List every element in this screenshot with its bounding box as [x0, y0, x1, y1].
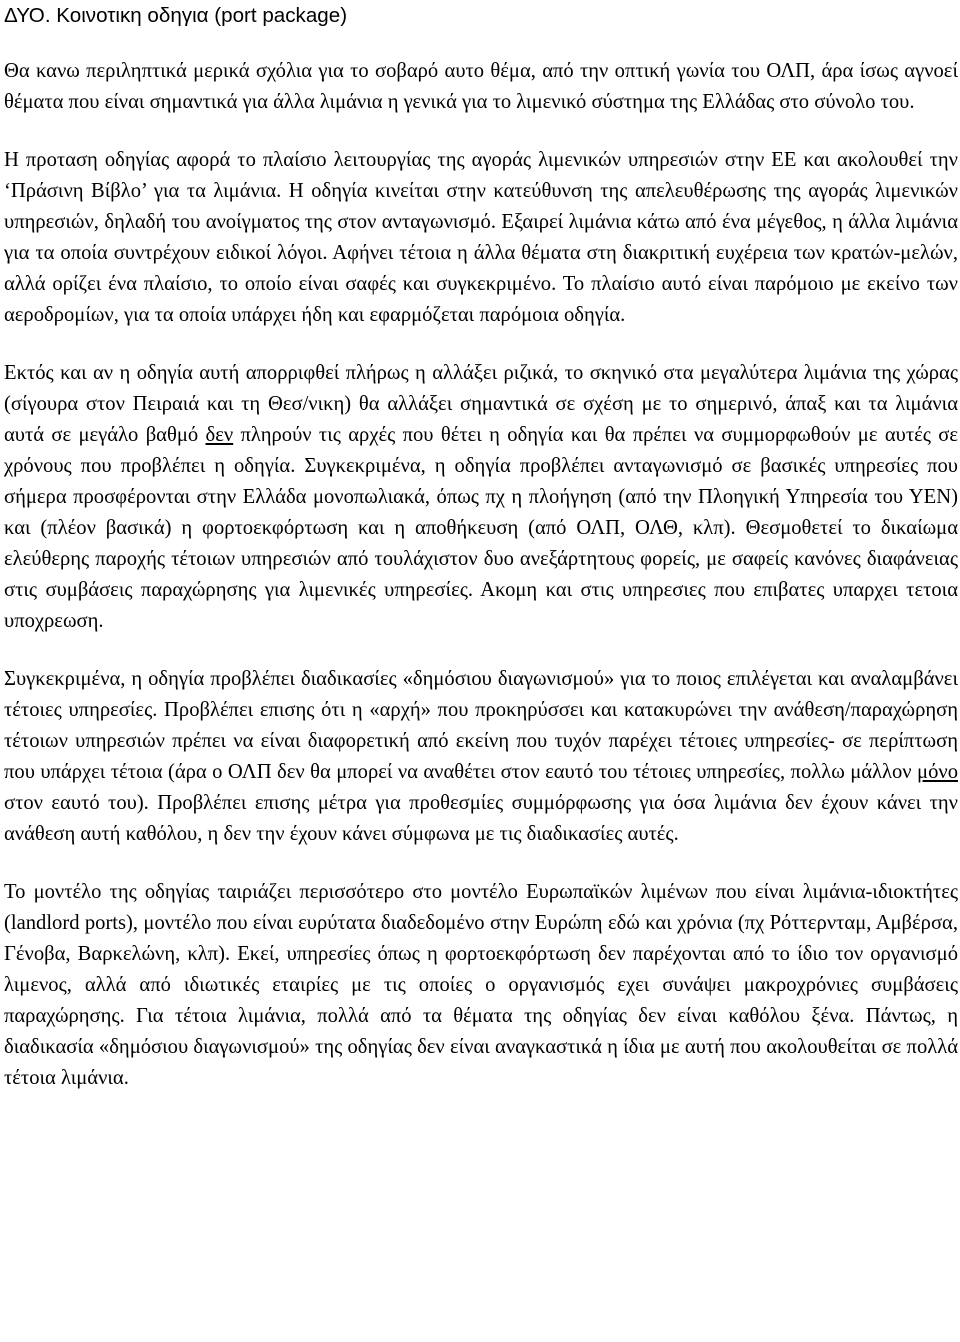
paragraph-text: Συγκεκριμένα, η οδηγία προβλέπει διαδικασίες «δημόσιου διαγωνισμού» για το ποιος επιλέγεται και αναλαμβάνει τέτοιες υπηρεσίες. Προβλέπει επισης ότι η «αρχή» που προκηρύσσει και κατακυρώνει την ανάθεση/παραχώρηση τέτοιων υπηρεσιών πρέπει να είναι διαφορετική από εκείνη που τυχόν παρέχει τέτοιες υπηρεσίες- σε περίπτωση που υπάρχει τέτοια (άρα ο ΟΛΠ δεν θα μπορεί να αναθέτει στον εαυτό του τέτοιες υπηρεσίες, πολλω μάλλον [4, 668, 958, 783]
paragraph-text: Το μοντέλο της οδηγίας ταιριάζει περισσότερο στο μοντέλο Ευρωπαϊκών λιμένων που είναι λιμάνια-ιδιοκτήτες (landlord ports), μοντέλο που είναι ευρύτατα διαδεδομένο στην Ευρώπη εδώ και χρόνια (πχ Ρόττερνταμ, Αμβέρσα, Γένοβα, Βαρκελώνη, κλπ). Εκεί, υπηρεσίες όπως η φορτοεκφόρτωση δεν παρέχονται από το ίδιο τον οργανισμό λιμενος, αλλά από ιδιωτικές εταιρίες με τις οποίες ο οργανισμός εχει συνάψει μακροχρόνιες συμβάσεις παραχώρησης. Για τέτοια λιμάνια, πολλά από τα θέματα της οδηγίας δεν είναι καθόλου ξένα. Πάντως, η διαδικασία «δημόσιου διαγωνισμού» της οδηγίας δεν είναι αναγκαστικά η ίδια με αυτή που ακολουθείται σε πολλά τέτοια λιμάνια. [4, 881, 958, 1089]
paragraph-text: πληρούν τις αρχές που θέτει η οδηγία και θα πρέπει να συμμορφωθούν με αυτές σε χρόνους που προβλέπει η οδηγία. Συγκεκριμένα, η οδηγία προβλέπει ανταγωνισμό σε βασικές υπηρεσίες που σήμερα προσφέρονται στην Ελλάδα μονοπωλιακά, όπως πχ η πλοήγηση (από την Πλοηγική Υπηρεσία του ΥΕΝ) και (πλέον βασικά) η φορτοεκφόρτωση και η αποθήκευση (από ΟΛΠ, ΟΛΘ, κλπ). Θεσμοθετεί το δικαίωμα ελεύθερης παροχής τέτοιων υπηρεσιών από τουλάχιστον δυο ανεξάρτητους φορείς, με σαφείς κανόνες διαφάνειας στις συμβάσεις παραχώρησης για λιμενικές υπηρεσίες. Ακομη και στις υπηρεσιες που επιβατες υπαρχει τετοια υποχρεωση. [4, 424, 958, 632]
paragraph-intro [4, 56, 958, 118]
paragraph-text: Εκτός και αν η οδηγία αυτή απορριφθεί πλήρως η αλλάξει ριζικά, το σκηνικό στα μεγαλύτερα λιμάνια της χώρας (σίγουρα στον Πειραιά και τη Θεσ/νικη) θα αλλάξει σημαντικά σε σχέση με το σημερινό, άπαξ και τα λιμάνια αυτά σε μεγάλο βαθμό [4, 362, 958, 446]
paragraph-text: στον εαυτό του). Προβλέπει επισης μέτρα για προθεσμίες συμμόρφωσης για όσα λιμάνια δεν έχουν κάνει την ανάθεση αυτή καθόλου, η δεν την έχουν κάνει σύμφωνα με τις διαδικασίες αυτές. [4, 792, 958, 845]
paragraph-landlord-model [4, 877, 958, 1094]
paragraph-tender-procedures [4, 664, 958, 850]
underlined-word: μόνο [917, 761, 958, 783]
paragraph-text: Θα κανω περιληπτικά μερικά σχόλια για το σοβαρό αυτο θέμα, από την οπτική γωνία του ΟΛΠ, άρα ίσως αγνοεί θέματα που είναι σημαντικά για άλλα λιμάνια η γενικά για το λιμενικό σύστημα της Ελλάδας στο σύνολο του. [4, 60, 958, 113]
paragraph-text: Η προταση οδηγίας αφορά το πλαίσιο λειτουργίας της αγοράς λιμενικών υπηρεσιών στην ΕΕ και ακολουθεί την ‘Πράσινη Βίβλο’ για τα λιμάνια. Η οδηγία κινείται στην κατεύθυνση της απελευθέρωσης της αγοράς λιμενικών υπηρεσιών, δηλαδή του ανοίγματος της στον ανταγωνισμό. Εξαιρεί λιμάνια κάτω από ένα μέγεθος, η άλλα λιμάνια για τα οποία συντρέχουν ειδικοί λόγοι. Αφήνει τέτοια η άλλα θέματα στη διακριτική ευχέρεια των κρατών-μελών, αλλά ορίζει ένα πλαίσιο, το οποίο είναι σαφές και συγκεκριμένο. Το πλαίσιο αυτό είναι παρόμοιο με εκείνο των αεροδρομίων, για τα οποία υπάρχει ήδη και εφαρμόζεται παρόμοια οδηγία. [4, 149, 958, 326]
underlined-word: δεν [205, 424, 234, 446]
document-page [4, 0, 958, 1094]
section-heading: ΔΥΟ. Κοινοτικη οδηγια (port package) [4, 4, 348, 27]
paragraph-directive-scope [4, 145, 958, 331]
paragraph-impact [4, 358, 958, 637]
